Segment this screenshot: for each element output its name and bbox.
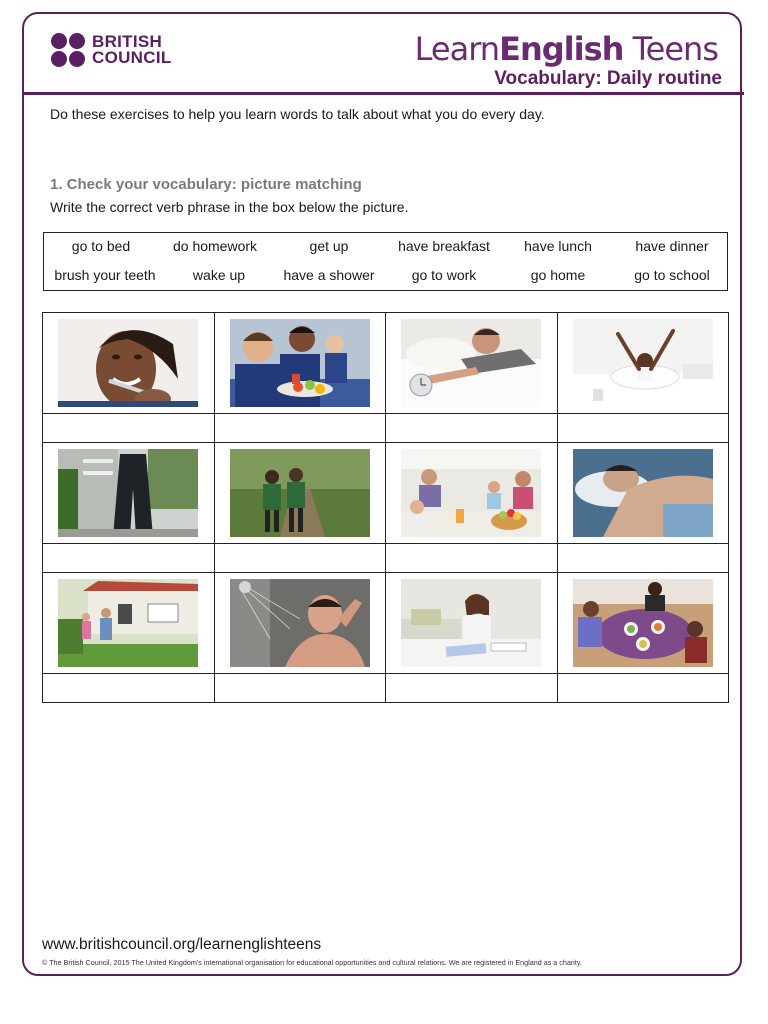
picture-matching-grid xyxy=(42,312,729,703)
answer-box[interactable] xyxy=(557,674,729,703)
businessman-walking-to-office-photo xyxy=(58,449,198,537)
answer-box[interactable] xyxy=(557,544,729,573)
word-bank xyxy=(43,232,728,291)
picture-cell xyxy=(43,573,215,674)
section-title: 1. Check your vocabulary: picture matching xyxy=(50,176,362,193)
logo-text-line2: COUNCIL xyxy=(92,48,172,67)
students-eating-lunch-photo xyxy=(230,319,370,407)
answer-box[interactable] xyxy=(43,414,215,443)
footer-url[interactable]: www.britishcouncil.org/learnenglishteens xyxy=(42,936,322,953)
answer-box[interactable] xyxy=(386,544,558,573)
header-divider xyxy=(22,92,744,95)
answer-box[interactable] xyxy=(386,674,558,703)
picture-cell xyxy=(557,443,729,544)
picture-cell xyxy=(43,313,215,414)
british-council-logo xyxy=(51,33,176,69)
learnenglish-teens-brand xyxy=(415,30,718,68)
children-walking-to-school-photo xyxy=(230,449,370,537)
answer-box[interactable] xyxy=(386,414,558,443)
girl-brushing-teeth-photo xyxy=(58,319,198,407)
section-instruction: Write the correct verb phrase in the box below the picture. xyxy=(50,199,409,215)
family-at-dinner-photo xyxy=(573,579,713,667)
picture-cell xyxy=(214,313,386,414)
answer-box[interactable] xyxy=(43,674,215,703)
answer-box[interactable] xyxy=(43,544,215,573)
brand-teens: Teens xyxy=(623,30,718,68)
word-bank-item: brush your teeth xyxy=(54,267,156,283)
picture-cell xyxy=(557,313,729,414)
brand-english: English xyxy=(499,30,624,68)
picture-cell xyxy=(214,573,386,674)
picture-cell xyxy=(386,313,558,414)
word-bank-item: have breakfast xyxy=(398,238,490,254)
picture-cell xyxy=(557,573,729,674)
answer-box[interactable] xyxy=(214,544,386,573)
word-bank-item: get up xyxy=(309,238,349,254)
woman-stretching-in-bed-photo xyxy=(573,319,713,407)
word-bank-item: go to work xyxy=(411,267,477,283)
picture-cell xyxy=(386,573,558,674)
man-waking-to-alarm-photo xyxy=(401,319,541,407)
picture-cell xyxy=(214,443,386,544)
picture-cell xyxy=(43,443,215,544)
answer-box[interactable] xyxy=(214,414,386,443)
answer-box[interactable] xyxy=(214,674,386,703)
family-arriving-home-photo xyxy=(58,579,198,667)
word-bank-item: wake up xyxy=(192,267,246,283)
answer-box[interactable] xyxy=(557,414,729,443)
page-title: Vocabulary: Daily routine xyxy=(494,68,722,89)
word-bank-item: go home xyxy=(530,267,586,283)
man-in-shower-photo xyxy=(230,579,370,667)
word-bank-item: have dinner xyxy=(635,238,709,254)
footer-copyright: © The British Council, 2015 The United Kingdom's international organisation for educational opportunities and cultural relations. We are registered in England as a charity. xyxy=(42,958,582,967)
picture-cell xyxy=(386,443,558,544)
family-at-breakfast-photo xyxy=(401,449,541,537)
word-bank-item: do homework xyxy=(172,238,258,254)
word-bank-item: go to school xyxy=(634,267,710,283)
intro-text: Do these exercises to help you learn words to talk about what you do every day. xyxy=(50,106,545,122)
brand-learn: Learn xyxy=(414,30,500,68)
girl-doing-homework-photo xyxy=(401,579,541,667)
logo-text-line1: BRITISH xyxy=(92,32,163,51)
man-sleeping-photo xyxy=(573,449,713,537)
word-bank-item: have lunch xyxy=(524,238,592,254)
logo-dots-icon xyxy=(51,33,87,69)
word-bank-item: have a shower xyxy=(283,267,375,283)
word-bank-item: go to bed xyxy=(71,238,131,254)
